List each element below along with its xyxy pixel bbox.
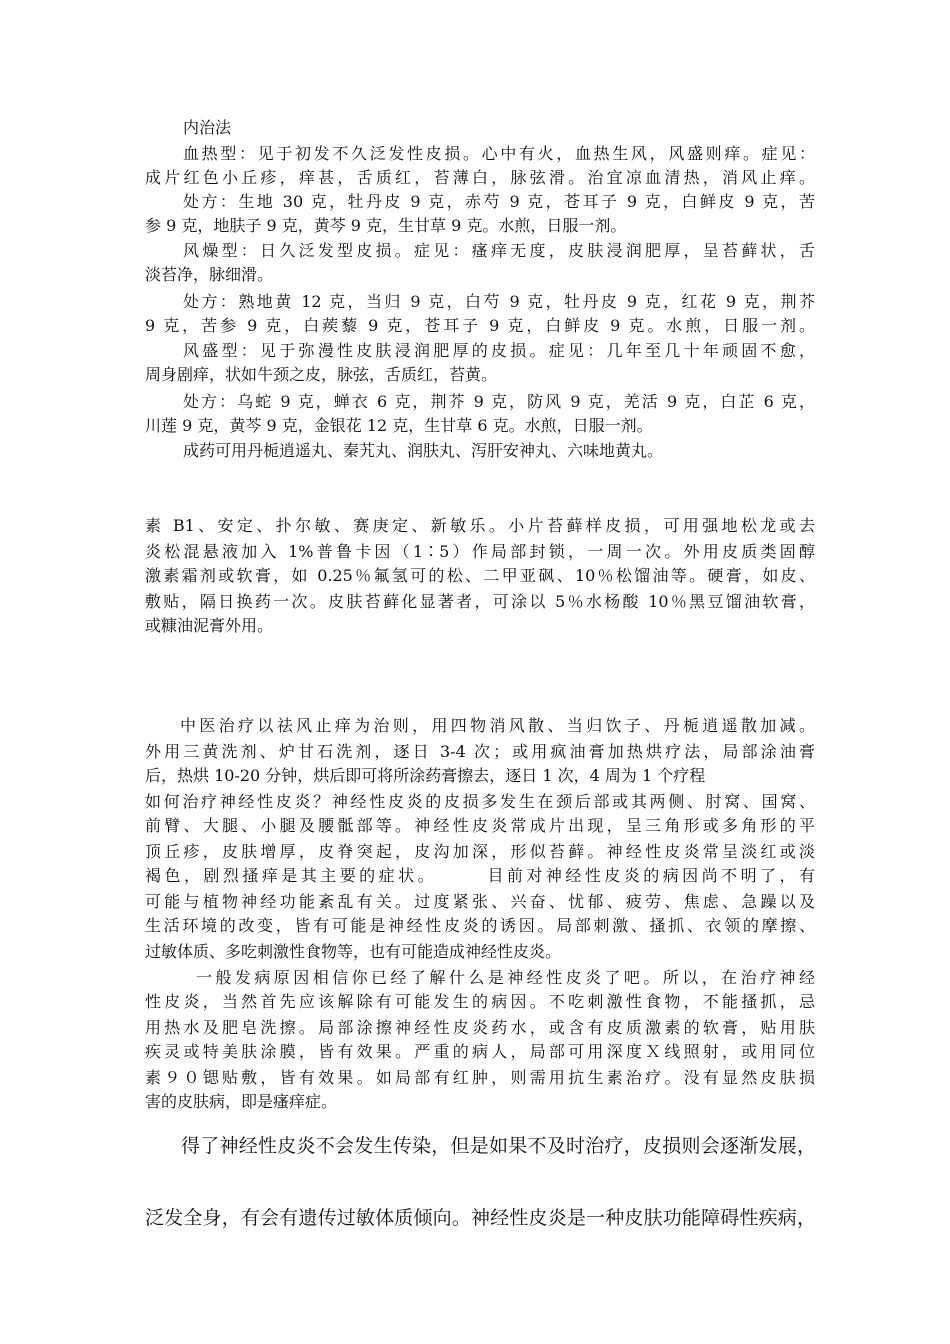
paragraph-line: 素 B1、安定、扑尔敏、赛庚定、新敏乐。小片苔藓样皮损，可用强地松龙或去 bbox=[145, 516, 815, 535]
paragraph-line: 或糠油泥膏外用。 bbox=[145, 616, 274, 635]
paragraph-line: 用热水及肥皂洗擦。局部涂擦神经性皮炎药水，或含有皮质激素的软膏，贴用肤 bbox=[145, 1018, 815, 1037]
paragraph-line: 风盛型：见于弥漫性皮肤浸润肥厚的皮损。症见：几年至几十年顽固不愈， bbox=[183, 341, 815, 360]
paragraph-line: 9 克，苦参 9 克，白蒺藜 9 克，苍耳子 9 克，白鲜皮 9 克。水煎，日服一剂。 bbox=[145, 316, 815, 335]
large-text-line: 得了神经性皮炎不会发生传染，但是如果不及时治疗，皮损则会逐渐发展， bbox=[181, 1135, 816, 1157]
paragraph-line: 中医治疗以祛风止痒为治则，用四物消风散、当归饮子、丹栀逍遥散加减。 bbox=[180, 716, 815, 735]
paragraph-line: 周身剧痒，状如牛颈之皮，脉弦，舌质红，苔黄。 bbox=[145, 365, 498, 384]
paragraph-line: 炎松混悬液加入 1%普鲁卡因（1∶5）作局部封锁，一周一次。外用皮质类固醇 bbox=[145, 542, 815, 561]
paragraph-line: 性皮炎，当然首先应该解除有可能发生的病因。不吃刺激性食物，不能搔抓，忌 bbox=[145, 992, 815, 1011]
paragraph-line: 疾灵或特美肤涂膜，皆有效果。严重的病人，局部可用深度Ｘ线照射，或用同位 bbox=[145, 1042, 815, 1061]
paragraph-line: 敷贴，隔日换药一次。皮肤苔藓化显著者，可涂以 5％水杨酸 10％黑豆馏油软膏， bbox=[145, 592, 815, 611]
paragraph-line: 处方：乌蛇 9 克，蝉衣 6 克，荆芥 9 克，防风 9 克，羌活 9 克，白芷 6 克， bbox=[183, 392, 815, 411]
paragraph-line: 可能与植物神经功能紊乱有关。过度紧张、兴奋、忧郁、疲劳、焦虑、急躁以及 bbox=[145, 892, 815, 911]
paragraph-line: 川莲 9 克，黄芩 9 克，金银花 12 克，生甘草 6 克。水煎，日服一剂。 bbox=[145, 416, 653, 435]
paragraph-line: 风燥型：日久泛发型皮损。症见：瘙痒无度，皮肤浸润肥厚，呈苔藓状，舌 bbox=[183, 241, 815, 260]
section-title: 内治法 bbox=[183, 118, 232, 137]
paragraph-line: 过敏体质、多吃刺激性食物等，也有可能造成神经性皮炎。 bbox=[145, 942, 562, 961]
paragraph-line: 生活环境的改变，皆有可能是神经性皮炎的诱因。局部刺激、搔抓、衣领的摩擦、 bbox=[145, 916, 815, 935]
paragraph-line: 淡苔净，脉细滑。 bbox=[145, 265, 274, 284]
paragraph-line: 褐色，剧烈搔痒是其主要的症状。 目前对神经性皮炎的病因尚不明了，有 bbox=[145, 866, 815, 885]
paragraph-line: 处方：生地 30 克，牡丹皮 9 克，赤芍 9 克，苍耳子 9 克，白鲜皮 9 克，苦 bbox=[183, 192, 815, 211]
paragraph-line: 后，热烘 10-20 分钟，烘后即可将所涂药膏擦去，逐日 1 次，4 周为 1 个疗程 bbox=[145, 766, 706, 785]
paragraph-line: 素９０锶贴敷，皆有效果。如局部有红肿，则需用抗生素治疗。没有显然皮肤损 bbox=[145, 1068, 815, 1087]
paragraph-line: 处方：熟地黄 12 克，当归 9 克，白芍 9 克，牡丹皮 9 克，红花 9 克，荆芥 bbox=[183, 292, 815, 311]
paragraph-line: 顶丘疹，皮肤增厚，皮脊突起，皮沟加深，形似苔藓。神经性皮炎常呈淡红或淡 bbox=[145, 842, 815, 861]
paragraph-line: 成片红色小丘疹，痒甚，舌质红，苔薄白，脉弦滑。治宜凉血清热，消风止痒。 bbox=[145, 168, 815, 187]
paragraph-line: 成药可用丹栀逍遥丸、秦艽丸、润肤丸、泻肝安神丸、六味地黄丸。 bbox=[183, 441, 664, 460]
paragraph-line: 激素霜剂或软膏，如 0.25％氟氢可的松、二甲亚砜、10％松馏油等。硬膏，如皮、 bbox=[145, 566, 815, 585]
paragraph-line: 害的皮肤病，即是瘙痒症。 bbox=[145, 1092, 338, 1111]
paragraph-line: 参 9 克，地肤子 9 克，黄芩 9 克，生甘草 9 克。水煎，日服一剂。 bbox=[145, 216, 627, 235]
large-text-line: 泛发全身，有会有遗传过敏体质倾向。神经性皮炎是一种皮肤功能障碍性疾病， bbox=[145, 1207, 816, 1229]
paragraph-line: 血热型：见于初发不久泛发性皮损。心中有火，血热生风，风盛则痒。症见： bbox=[183, 144, 815, 163]
paragraph-line: 前臂、大腿、小腿及腰骶部等。神经性皮炎常成片出现，呈三角形或多角形的平 bbox=[145, 816, 815, 835]
paragraph-line: 如何治疗神经性皮炎？神经性皮炎的皮损多发生在颈后部或其两侧、肘窝、国窝、 bbox=[145, 792, 815, 811]
paragraph-line: 外用三黄洗剂、炉甘石洗剂，逐日 3-4 次；或用疯油膏加热烘疗法，局部涂油膏 bbox=[145, 742, 815, 761]
paragraph-line: 一般发病原因相信你已经了解什么是神经性皮炎了吧。所以，在治疗神经 bbox=[196, 968, 815, 987]
